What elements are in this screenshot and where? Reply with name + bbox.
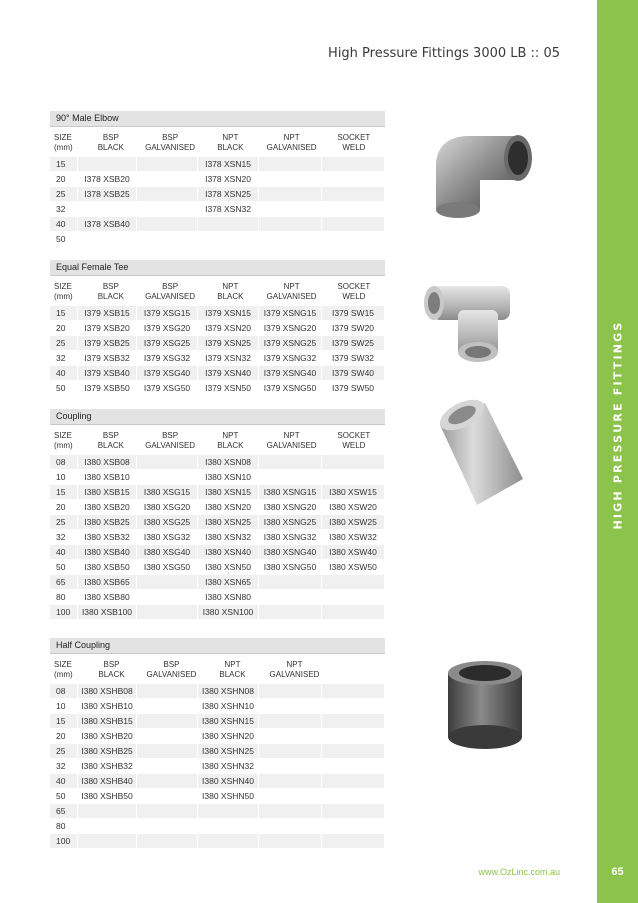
table-row <box>50 684 385 699</box>
part-code-cell: I380 XSG32 <box>137 530 198 544</box>
part-code-cell: I380 XSG50 <box>137 560 198 574</box>
column-header: NPT GALVANISED <box>266 431 317 450</box>
part-code-cell: I380 XSB10 <box>78 470 137 484</box>
part-code-cell <box>137 590 198 604</box>
part-code-cell: I380 XSW32 <box>322 530 385 544</box>
column-header: BSP BLACK <box>98 660 125 679</box>
table-row <box>50 500 385 515</box>
part-code-cell: I380 XSN25 <box>198 515 259 529</box>
part-code-cell <box>322 834 385 848</box>
part-code-cell <box>259 187 322 201</box>
part-code-cell: I378 XSN32 <box>198 202 259 216</box>
size-cell: 25 <box>50 187 78 201</box>
part-code-cell: I380 XSHN50 <box>198 789 259 803</box>
size-cell: 20 <box>50 172 78 186</box>
column-header: BSP GALVANISED <box>145 431 196 450</box>
part-code-cell: I379 XSNG40 <box>259 366 322 380</box>
part-code-cell: I380 XSNG15 <box>259 485 322 499</box>
part-code-cell <box>322 202 385 216</box>
page-number: 65 <box>611 866 624 878</box>
table-row <box>50 366 385 381</box>
part-code-cell <box>259 202 322 216</box>
part-code-cell: I380 XSW50 <box>322 560 385 574</box>
part-code-cell <box>322 470 385 484</box>
part-code-cell <box>137 470 198 484</box>
part-code-cell <box>137 605 198 619</box>
part-code-cell <box>322 172 385 186</box>
table-row <box>50 217 385 232</box>
table-header <box>50 127 385 157</box>
size-cell: 20 <box>50 321 78 335</box>
part-code-cell <box>322 575 385 589</box>
part-code-cell <box>259 804 322 818</box>
part-code-cell <box>198 834 259 848</box>
part-code-cell: I380 XSN08 <box>198 455 259 469</box>
part-code-cell: I380 XSNG20 <box>259 500 322 514</box>
part-code-cell: I380 XSN50 <box>198 560 259 574</box>
section-half-coupling <box>50 638 385 849</box>
table-row <box>50 515 385 530</box>
table-row <box>50 789 385 804</box>
part-code-cell: I380 XSG40 <box>137 545 198 559</box>
table-row <box>50 774 385 789</box>
part-code-cell: I380 XSN15 <box>198 485 259 499</box>
size-cell: 32 <box>50 351 78 365</box>
column-header: SIZE (mm) <box>54 660 73 679</box>
table-row <box>50 381 385 396</box>
part-code-cell <box>78 157 137 171</box>
part-code-cell <box>259 172 322 186</box>
size-cell: 40 <box>50 366 78 380</box>
part-code-cell <box>322 744 385 758</box>
part-code-cell: I380 XSB80 <box>78 590 137 604</box>
part-code-cell <box>322 217 385 231</box>
part-code-cell: I380 XSHN32 <box>198 759 259 773</box>
column-header: BSP GALVANISED <box>145 282 196 301</box>
part-code-cell: I380 XSN40 <box>198 545 259 559</box>
column-header: SIZE (mm) <box>54 282 73 301</box>
part-code-cell <box>259 157 322 171</box>
size-cell: 40 <box>50 217 78 231</box>
table-row <box>50 202 385 217</box>
table-row <box>50 232 385 247</box>
table-body <box>50 157 385 247</box>
section-male-elbow <box>50 111 385 247</box>
part-code-cell: I379 XSNG32 <box>259 351 322 365</box>
part-code-cell <box>198 232 259 246</box>
part-code-cell: I378 XSB40 <box>78 217 137 231</box>
part-code-cell <box>259 819 322 833</box>
section-equal-female-tee <box>50 260 385 396</box>
part-code-cell: I379 SW25 <box>322 336 385 350</box>
elbow-fitting-photo <box>418 118 538 218</box>
part-code-cell: I379 XSG25 <box>137 336 198 350</box>
part-code-cell <box>322 804 385 818</box>
part-code-cell <box>198 804 259 818</box>
part-code-cell: I379 XSN40 <box>198 366 259 380</box>
section-title: Equal Female Tee <box>50 260 385 276</box>
table-row <box>50 699 385 714</box>
part-code-cell: I380 XSHB10 <box>78 699 137 713</box>
part-code-cell: I378 XSN20 <box>198 172 259 186</box>
part-code-cell: I380 XSB50 <box>78 560 137 574</box>
column-header: NPT GALVANISED <box>269 660 320 679</box>
part-code-cell: I380 XSB32 <box>78 530 137 544</box>
part-code-cell <box>259 217 322 231</box>
size-cell: 25 <box>50 744 78 758</box>
size-cell: 25 <box>50 336 78 350</box>
part-code-cell <box>322 759 385 773</box>
table-row <box>50 605 385 620</box>
part-code-cell: I379 XSB50 <box>78 381 137 395</box>
part-code-cell: I380 XSHB15 <box>78 714 137 728</box>
part-code-cell <box>259 774 322 788</box>
size-cell: 100 <box>50 605 78 619</box>
part-code-cell <box>259 684 322 698</box>
part-code-cell: I378 XSB20 <box>78 172 137 186</box>
part-code-cell: I380 XSN32 <box>198 530 259 544</box>
side-label <box>597 0 638 903</box>
column-header: SOCKET WELD <box>337 282 371 301</box>
part-code-cell <box>259 789 322 803</box>
table-row <box>50 485 385 500</box>
part-code-cell <box>137 819 198 833</box>
part-code-cell: I379 XSNG15 <box>259 306 322 320</box>
table-row <box>50 321 385 336</box>
part-code-cell <box>322 714 385 728</box>
part-code-cell <box>259 834 322 848</box>
part-code-cell: I380 XSHN08 <box>198 684 259 698</box>
part-code-cell <box>137 232 198 246</box>
size-cell: 50 <box>50 789 78 803</box>
part-code-cell <box>137 759 198 773</box>
size-cell: 20 <box>50 500 78 514</box>
part-code-cell: I380 XSNG40 <box>259 545 322 559</box>
table-row <box>50 744 385 759</box>
table-row <box>50 336 385 351</box>
table-body <box>50 455 385 620</box>
section-title: 90° Male Elbow <box>50 111 385 127</box>
part-code-cell: I380 XSB25 <box>78 515 137 529</box>
column-header: SOCKET WELD <box>337 431 371 450</box>
table-row <box>50 714 385 729</box>
size-cell: 10 <box>50 699 78 713</box>
size-cell: 15 <box>50 157 78 171</box>
column-header: SIZE (mm) <box>54 133 73 152</box>
part-code-cell <box>322 590 385 604</box>
part-code-cell <box>137 172 198 186</box>
column-header: BSP BLACK <box>97 133 124 152</box>
part-code-cell <box>137 202 198 216</box>
part-code-cell <box>322 455 385 469</box>
part-code-cell: I379 XSN32 <box>198 351 259 365</box>
part-code-cell: I380 XSB15 <box>78 485 137 499</box>
part-code-cell <box>322 157 385 171</box>
table-row <box>50 470 385 485</box>
part-code-cell <box>322 699 385 713</box>
part-code-cell: I380 XSB100 <box>78 605 137 619</box>
table-row <box>50 590 385 605</box>
size-cell: 32 <box>50 202 78 216</box>
part-code-cell <box>137 217 198 231</box>
part-code-cell: I379 XSNG20 <box>259 321 322 335</box>
part-code-cell: I380 XSW20 <box>322 500 385 514</box>
part-code-cell <box>137 157 198 171</box>
part-code-cell <box>259 699 322 713</box>
part-code-cell: I378 XSN25 <box>198 187 259 201</box>
part-code-cell <box>259 605 322 619</box>
table-row <box>50 834 385 849</box>
column-header: NPT GALVANISED <box>266 133 317 152</box>
column-header: BSP GALVANISED <box>145 133 196 152</box>
table-row <box>50 819 385 834</box>
part-code-cell: I378 XSB25 <box>78 187 137 201</box>
part-code-cell: I378 XSN15 <box>198 157 259 171</box>
column-header: NPT BLACK <box>217 431 244 450</box>
part-code-cell <box>137 774 198 788</box>
size-cell: 08 <box>50 684 78 698</box>
table-row <box>50 306 385 321</box>
part-code-cell: I380 XSHB08 <box>78 684 137 698</box>
part-code-cell: I380 XSHB50 <box>78 789 137 803</box>
table-row <box>50 351 385 366</box>
part-code-cell: I379 XSB25 <box>78 336 137 350</box>
size-cell: 15 <box>50 485 78 499</box>
part-code-cell: I380 XSNG50 <box>259 560 322 574</box>
size-cell: 15 <box>50 714 78 728</box>
part-code-cell: I379 XSB32 <box>78 351 137 365</box>
table-row <box>50 804 385 819</box>
part-code-cell <box>322 232 385 246</box>
part-code-cell: I380 XSB08 <box>78 455 137 469</box>
part-code-cell: I380 XSG25 <box>137 515 198 529</box>
part-code-cell: I380 XSN100 <box>198 605 259 619</box>
part-code-cell <box>137 729 198 743</box>
part-code-cell <box>78 819 137 833</box>
table-body <box>50 306 385 396</box>
part-code-cell: I379 XSN15 <box>198 306 259 320</box>
part-code-cell: I379 XSNG25 <box>259 336 322 350</box>
part-code-cell <box>137 187 198 201</box>
size-cell: 10 <box>50 470 78 484</box>
part-code-cell <box>322 684 385 698</box>
part-code-cell <box>259 575 322 589</box>
column-header: NPT BLACK <box>217 282 244 301</box>
part-code-cell <box>198 217 259 231</box>
size-cell: 65 <box>50 575 78 589</box>
part-code-cell: I379 XSN25 <box>198 336 259 350</box>
size-cell: 50 <box>50 232 78 246</box>
part-code-cell: I379 XSB40 <box>78 366 137 380</box>
part-code-cell <box>259 714 322 728</box>
part-code-cell <box>137 834 198 848</box>
size-cell: 80 <box>50 819 78 833</box>
part-code-cell: I380 XSG20 <box>137 500 198 514</box>
part-code-cell: I380 XSN80 <box>198 590 259 604</box>
size-cell: 50 <box>50 560 78 574</box>
part-code-cell: I380 XSB65 <box>78 575 137 589</box>
size-cell: 20 <box>50 729 78 743</box>
column-header: SIZE (mm) <box>54 431 73 450</box>
table-row <box>50 560 385 575</box>
side-label-text: HIGH PRESSURE FITTINGS <box>611 320 624 530</box>
part-code-cell: I380 XSN10 <box>198 470 259 484</box>
tee-fitting-photo <box>418 270 538 370</box>
part-code-cell <box>137 744 198 758</box>
table-row <box>50 545 385 560</box>
part-code-cell <box>259 232 322 246</box>
part-code-cell: I380 XSHB32 <box>78 759 137 773</box>
table-row <box>50 530 385 545</box>
column-header: NPT BLACK <box>217 133 244 152</box>
part-code-cell: I379 XSN50 <box>198 381 259 395</box>
size-cell: 40 <box>50 774 78 788</box>
part-code-cell <box>322 819 385 833</box>
section-coupling <box>50 409 385 620</box>
part-code-cell: I379 XSG20 <box>137 321 198 335</box>
part-code-cell: I380 XSHN10 <box>198 699 259 713</box>
column-header: NPT BLACK <box>219 660 246 679</box>
part-code-cell: I380 XSHN20 <box>198 729 259 743</box>
table-row <box>50 172 385 187</box>
table-row <box>50 187 385 202</box>
part-code-cell <box>322 187 385 201</box>
part-code-cell: I380 XSW40 <box>322 545 385 559</box>
table-row <box>50 759 385 774</box>
website-link[interactable]: www.OzLinc.com.au <box>478 867 560 877</box>
size-cell: 50 <box>50 381 78 395</box>
page-title: High Pressure Fittings 3000 LB :: 05 <box>328 46 560 61</box>
size-cell: 15 <box>50 306 78 320</box>
part-code-cell <box>322 605 385 619</box>
part-code-cell: I380 XSHN15 <box>198 714 259 728</box>
part-code-cell <box>137 789 198 803</box>
table-header <box>50 425 385 455</box>
section-title: Coupling <box>50 409 385 425</box>
part-code-cell <box>259 455 322 469</box>
table-body <box>50 684 385 849</box>
part-code-cell <box>322 789 385 803</box>
part-code-cell: I380 XSNG32 <box>259 530 322 544</box>
column-header: BSP BLACK <box>97 431 124 450</box>
part-code-cell: I379 XSG32 <box>137 351 198 365</box>
part-code-cell: I379 SW32 <box>322 351 385 365</box>
part-code-cell: I380 XSN20 <box>198 500 259 514</box>
part-code-cell: I379 XSG40 <box>137 366 198 380</box>
table-header <box>50 654 385 684</box>
part-code-cell: I379 SW40 <box>322 366 385 380</box>
part-code-cell: I379 XSG50 <box>137 381 198 395</box>
size-cell: 40 <box>50 545 78 559</box>
part-code-cell: I379 XSG15 <box>137 306 198 320</box>
part-code-cell <box>259 759 322 773</box>
part-code-cell <box>137 804 198 818</box>
part-code-cell <box>78 804 137 818</box>
part-code-cell <box>137 575 198 589</box>
part-code-cell: I380 XSN65 <box>198 575 259 589</box>
coupling-fitting-photo <box>425 395 535 520</box>
part-code-cell: I379 XSB15 <box>78 306 137 320</box>
size-cell: 25 <box>50 515 78 529</box>
table-row <box>50 575 385 590</box>
size-cell: 80 <box>50 590 78 604</box>
part-code-cell <box>259 590 322 604</box>
part-code-cell: I380 XSW25 <box>322 515 385 529</box>
part-code-cell <box>137 455 198 469</box>
part-code-cell: I380 XSHB40 <box>78 774 137 788</box>
part-code-cell <box>137 699 198 713</box>
part-code-cell <box>259 729 322 743</box>
part-code-cell: I380 XSHN25 <box>198 744 259 758</box>
table-row <box>50 729 385 744</box>
part-code-cell: I380 XSHN40 <box>198 774 259 788</box>
size-cell: 100 <box>50 834 78 848</box>
part-code-cell: I380 XSNG25 <box>259 515 322 529</box>
part-code-cell <box>322 774 385 788</box>
part-code-cell <box>78 232 137 246</box>
part-code-cell <box>137 714 198 728</box>
part-code-cell: I379 SW15 <box>322 306 385 320</box>
table-header <box>50 276 385 306</box>
part-code-cell: I379 SW50 <box>322 381 385 395</box>
column-header: SOCKET WELD <box>337 133 371 152</box>
part-code-cell <box>259 470 322 484</box>
part-code-cell: I379 XSN20 <box>198 321 259 335</box>
size-cell: 08 <box>50 455 78 469</box>
part-code-cell: I380 XSHB25 <box>78 744 137 758</box>
column-header: BSP BLACK <box>97 282 124 301</box>
part-code-cell <box>137 684 198 698</box>
part-code-cell: I380 XSHB20 <box>78 729 137 743</box>
size-cell: 32 <box>50 530 78 544</box>
part-code-cell: I379 XSNG50 <box>259 381 322 395</box>
part-code-cell: I380 XSW15 <box>322 485 385 499</box>
part-code-cell: I379 SW20 <box>322 321 385 335</box>
part-code-cell: I380 XSG15 <box>137 485 198 499</box>
part-code-cell <box>78 834 137 848</box>
table-row <box>50 455 385 470</box>
part-code-cell <box>78 202 137 216</box>
part-code-cell <box>259 744 322 758</box>
part-code-cell <box>198 819 259 833</box>
size-cell: 32 <box>50 759 78 773</box>
half-coupling-fitting-photo <box>430 655 540 755</box>
size-cell: 65 <box>50 804 78 818</box>
column-header: BSP GALVANISED <box>146 660 197 679</box>
column-header: NPT GALVANISED <box>266 282 317 301</box>
table-row <box>50 157 385 172</box>
part-code-cell: I379 XSB20 <box>78 321 137 335</box>
part-code-cell: I380 XSB40 <box>78 545 137 559</box>
part-code-cell: I380 XSB20 <box>78 500 137 514</box>
section-title: Half Coupling <box>50 638 385 654</box>
part-code-cell <box>322 729 385 743</box>
